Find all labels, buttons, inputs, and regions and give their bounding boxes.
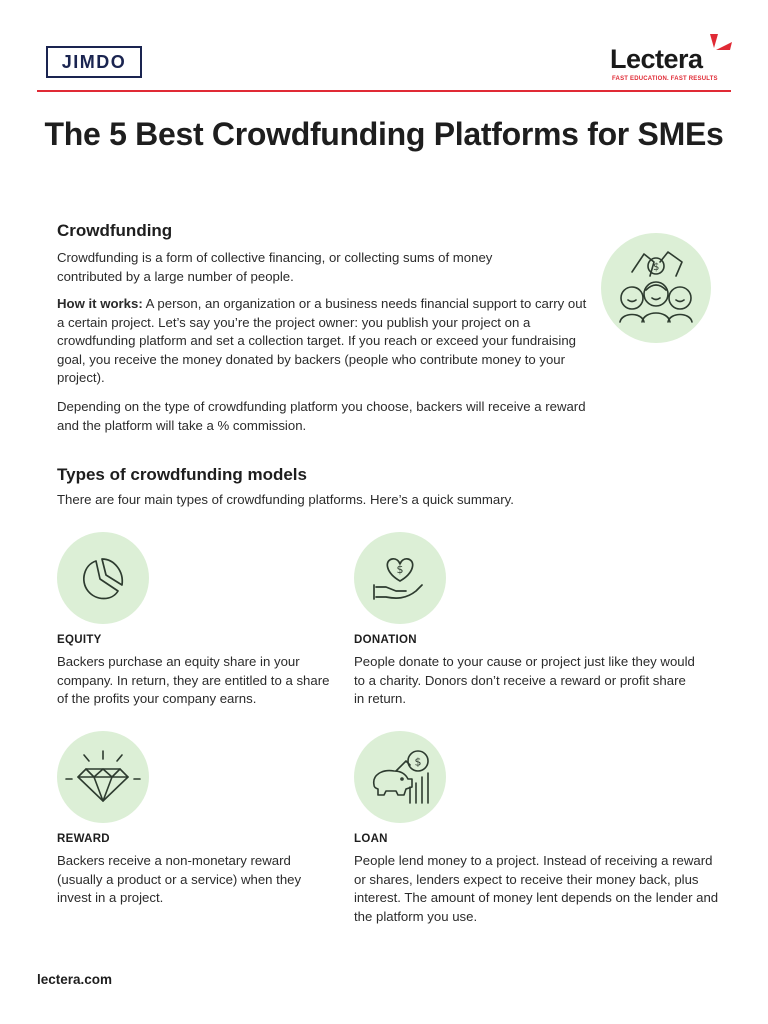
- pie-chart-icon: [76, 551, 130, 605]
- commission-paragraph: Depending on the type of crowdfunding platform you choose, backers will receive a reward and the platform will take a % commission.: [57, 399, 586, 433]
- loan-label: LOAN: [354, 833, 388, 845]
- svg-text:$: $: [396, 563, 404, 576]
- types-heading: Types of crowdfunding models: [57, 465, 307, 484]
- how-it-works-label: How it works:: [57, 296, 143, 311]
- diamond-icon-circle: [57, 731, 149, 823]
- crowdfunding-heading: Crowdfunding: [57, 221, 173, 240]
- heart-hand-icon-circle: [354, 532, 446, 624]
- loan-desc: People lend money to a project. Instead of receiving a reward or shares, lenders expect to receive their money back, plus interest. The amount of money lent depends on the lender and the platform you use.: [354, 853, 719, 924]
- types-intro: There are four main types of crowdfunding platforms. Here’s a quick summary.: [57, 492, 514, 507]
- crowd-money-icon: [610, 248, 702, 328]
- reward-label: REWARD: [57, 833, 110, 845]
- header-divider: [37, 90, 731, 92]
- how-it-works-text: A person, an organization or a business needs financial support to carry out a certain project. Let’s say you’re the project owner: you publish your project on a crowdfunding platform and set a collection target. If you reach or exceed your fundraising goal, you receive the money donated by backers (people who contribute money to your project).: [57, 296, 587, 385]
- reward-desc: Backers receive a non-monetary reward (usually a product or a service) when they invest in a project.: [57, 853, 302, 905]
- lectera-logo[interactable]: [610, 34, 740, 86]
- piggy-bank-icon-circle: [354, 731, 446, 823]
- header: [0, 0, 768, 92]
- footer-url[interactable]: lectera.com: [37, 972, 113, 987]
- heart-hand-icon: [370, 551, 430, 605]
- piggy-bank-icon: [366, 747, 434, 807]
- how-it-works-paragraph: [57, 295, 597, 388]
- lectera-mark-icon: [706, 34, 732, 58]
- crowdfunding-definition: Crowdfunding is a form of collective financing, or collecting sums of money contributed by a large number of people.: [57, 250, 493, 284]
- lectera-tagline: FAST EDUCATION. FAST RESULTS: [612, 76, 718, 82]
- lectera-name: Lectera: [610, 44, 703, 74]
- diamond-icon: [62, 747, 144, 807]
- equity-desc: Backers purchase an equity share in your company. In return, they are entitled to a share of the profits your company earns.: [57, 654, 330, 706]
- crowd-money-icon-circle: [601, 233, 711, 343]
- jimdo-logo[interactable]: JIMDO: [46, 46, 142, 78]
- pie-chart-icon-circle: [57, 532, 149, 624]
- donation-label: DONATION: [354, 634, 417, 646]
- donation-desc: People donate to your cause or project just like they would to a charity. Donors don’t receive a reward or profit share in return.: [354, 654, 695, 706]
- page-title: The 5 Best Crowdfunding Platforms for SMEs: [44, 116, 724, 152]
- svg-text:$: $: [414, 755, 422, 769]
- svg-text:$: $: [653, 262, 660, 273]
- equity-label: EQUITY: [57, 634, 102, 646]
